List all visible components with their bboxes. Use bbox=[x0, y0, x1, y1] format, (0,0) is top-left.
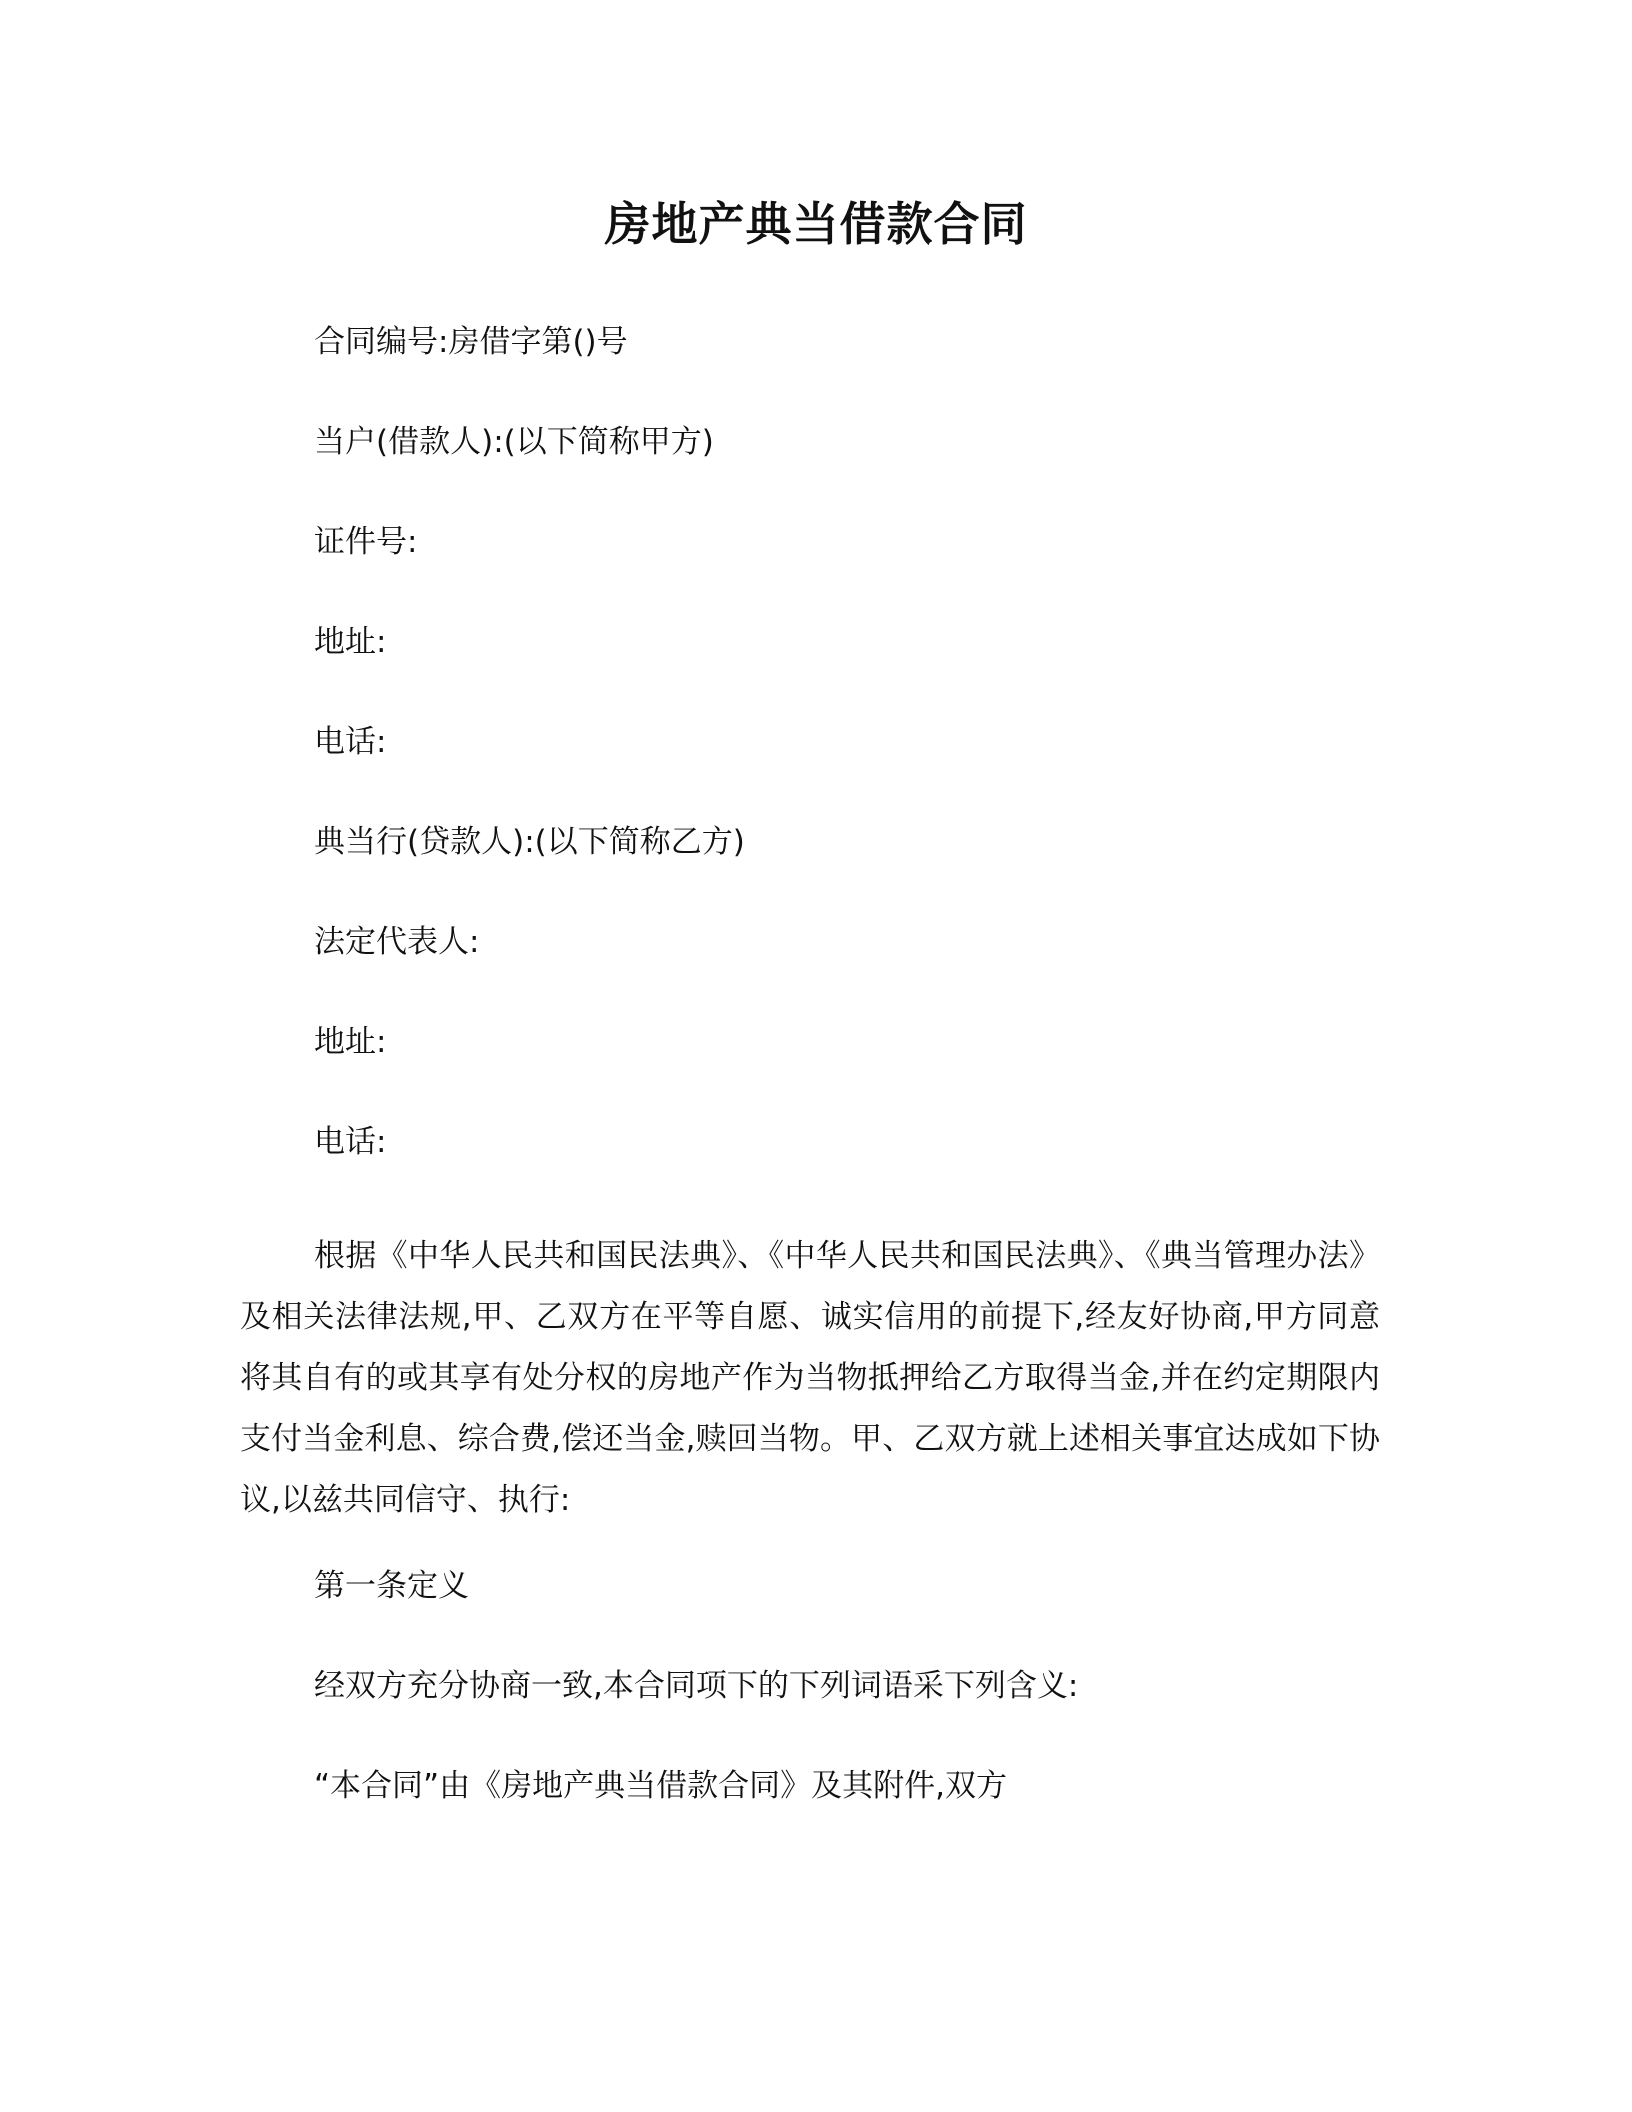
pawnshop-phone-line: 电话: bbox=[314, 1124, 387, 1160]
document-title: 房地产典当借款合同 bbox=[604, 197, 1028, 251]
article-1-intro: 经双方充分协商一致,本合同项下的下列词语采下列含义: bbox=[314, 1668, 1079, 1704]
article-1-item: “本合同”由《房地产典当借款合同》及其附件,双方 bbox=[314, 1768, 1007, 1804]
contract-number-line: 合同编号:房借字第()号 bbox=[314, 324, 628, 360]
pawner-phone-line: 电话: bbox=[314, 724, 387, 760]
id-number-line: 证件号: bbox=[314, 524, 418, 560]
preamble-paragraph: 根据《中华人民共和国民法典》、《中华人民共和国民法典》、《典当管理办法》及相关法律法规,甲、乙双方在平等自愿、诚实信用的前提下,经友好协商,甲方同意将其自有的或其享有处分权的房地产作为当物抵押给乙方取得当金,并在约定期限内支付当金利息、综合费,偿还当金,赎回当物。甲、乙双方就上述相关事宜达成如下协议,以兹共同信守、执行: bbox=[240, 1238, 1380, 1518]
pawner-address-line: 地址: bbox=[314, 624, 387, 660]
pawnshop-line: 典当行(贷款人):(以下简称乙方) bbox=[314, 824, 745, 860]
pawner-line: 当户(借款人):(以下简称甲方) bbox=[314, 424, 714, 460]
legal-representative-line: 法定代表人: bbox=[314, 924, 480, 960]
pawnshop-address-line: 地址: bbox=[314, 1024, 387, 1060]
article-1-heading: 第一条定义 bbox=[314, 1568, 469, 1604]
